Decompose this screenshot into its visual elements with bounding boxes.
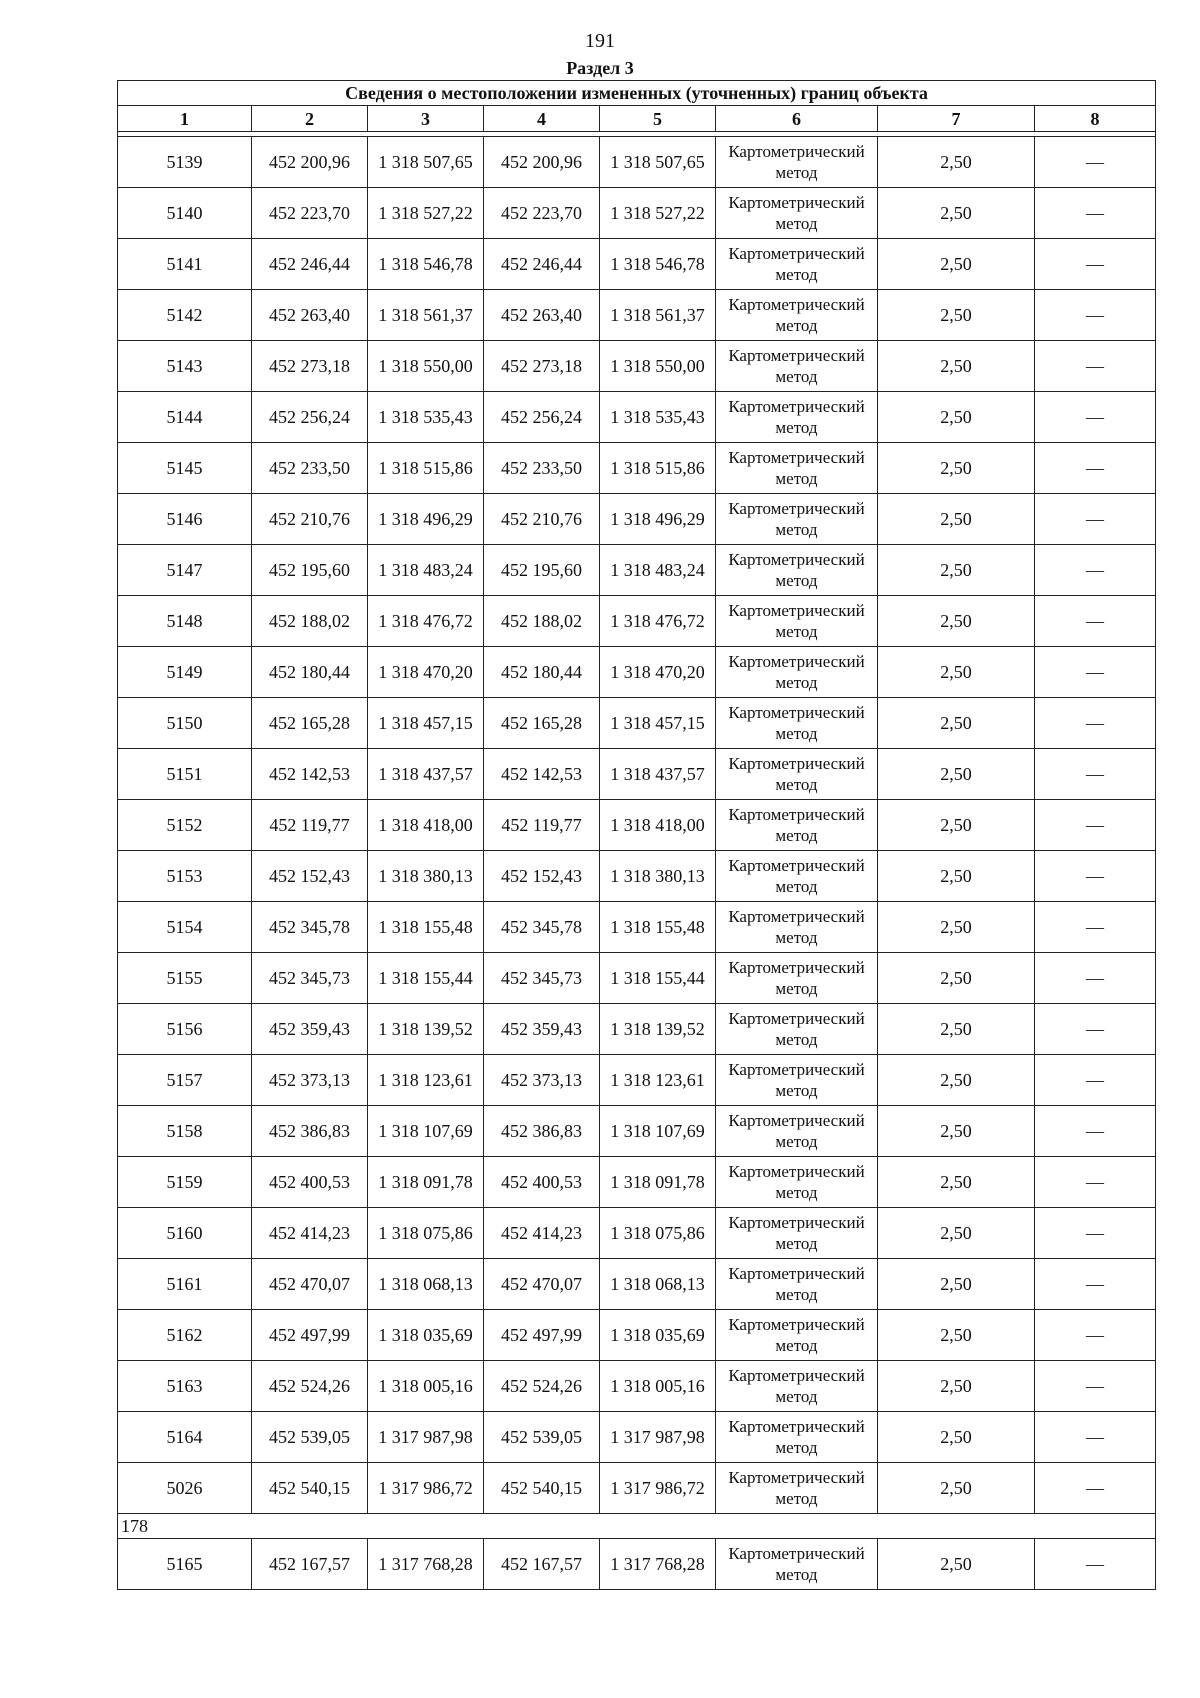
table-cell-col-7: 2,50 bbox=[878, 341, 1035, 392]
column-header: 2 bbox=[252, 106, 368, 132]
table-row bbox=[118, 1055, 1156, 1106]
table-row bbox=[118, 545, 1156, 596]
table-cell-col-3: 1 318 075,86 bbox=[368, 1208, 484, 1259]
table-cell-col-2: 452 152,43 bbox=[252, 851, 368, 902]
table-cell-col-3: 1 317 986,72 bbox=[368, 1463, 484, 1514]
table-cell-col-8: — bbox=[1035, 953, 1156, 1004]
table-row bbox=[118, 443, 1156, 494]
table-cell-col-2: 452 210,76 bbox=[252, 494, 368, 545]
table-cell-col-7: 2,50 bbox=[878, 188, 1035, 239]
table-cell-col-8: — bbox=[1035, 1208, 1156, 1259]
table-cell-col-7: 2,50 bbox=[878, 1310, 1035, 1361]
table-cell-col-5: 1 318 155,48 bbox=[600, 902, 716, 953]
table-cell-col-3: 1 318 546,78 bbox=[368, 239, 484, 290]
table-cell-col-2: 452 167,57 bbox=[252, 1539, 368, 1590]
table-cell-col-1: 5153 bbox=[118, 851, 252, 902]
table-cell-col-7: 2,50 bbox=[878, 749, 1035, 800]
table-cell-col-7: 2,50 bbox=[878, 902, 1035, 953]
table-body bbox=[118, 137, 1156, 1590]
table-cell-col-1: 5165 bbox=[118, 1539, 252, 1590]
table-cell-col-6: Картометрический метод bbox=[716, 1055, 878, 1106]
table-cell-col-4: 452 195,60 bbox=[484, 545, 600, 596]
table-cell-col-4: 452 180,44 bbox=[484, 647, 600, 698]
table-cell-col-4: 452 345,73 bbox=[484, 953, 600, 1004]
table-cell-col-6: Картометрический метод bbox=[716, 647, 878, 698]
table-cell-col-3: 1 318 483,24 bbox=[368, 545, 484, 596]
table-cell-col-6: Картометрический метод bbox=[716, 341, 878, 392]
table-cell-col-5: 1 318 107,69 bbox=[600, 1106, 716, 1157]
table-cell-col-1: 5164 bbox=[118, 1412, 252, 1463]
table-cell-col-1: 5160 bbox=[118, 1208, 252, 1259]
table-cell-col-8: — bbox=[1035, 545, 1156, 596]
table-cell-col-3: 1 318 107,69 bbox=[368, 1106, 484, 1157]
table-cell-col-1: 5155 bbox=[118, 953, 252, 1004]
table-cell-col-5: 1 318 035,69 bbox=[600, 1310, 716, 1361]
table-cell-col-3: 1 318 437,57 bbox=[368, 749, 484, 800]
table-cell-col-3: 1 318 155,44 bbox=[368, 953, 484, 1004]
table-cell-col-5: 1 318 496,29 bbox=[600, 494, 716, 545]
table-cell-col-2: 452 263,40 bbox=[252, 290, 368, 341]
table-cell-col-7: 2,50 bbox=[878, 443, 1035, 494]
table-cell-col-4: 452 400,53 bbox=[484, 1157, 600, 1208]
table-cell-col-7: 2,50 bbox=[878, 1539, 1035, 1590]
table-cell-col-3: 1 318 457,15 bbox=[368, 698, 484, 749]
table-cell-col-6: Картометрический метод bbox=[716, 1106, 878, 1157]
table-cell-col-4: 452 414,23 bbox=[484, 1208, 600, 1259]
table-cell-col-6: Картометрический метод bbox=[716, 1361, 878, 1412]
column-header: 3 bbox=[368, 106, 484, 132]
table-cell-col-7: 2,50 bbox=[878, 1361, 1035, 1412]
table-cell-col-4: 452 345,78 bbox=[484, 902, 600, 953]
table-cell-col-6: Картометрический метод bbox=[716, 1208, 878, 1259]
table-cell-col-8: — bbox=[1035, 290, 1156, 341]
table-caption: Сведения о местоположении измененных (уточненных) границ объекта bbox=[118, 81, 1156, 106]
table-cell-col-8: — bbox=[1035, 341, 1156, 392]
table-cell-col-3: 1 318 561,37 bbox=[368, 290, 484, 341]
column-header: 6 bbox=[716, 106, 878, 132]
table-cell-col-7: 2,50 bbox=[878, 800, 1035, 851]
table-cell-col-3: 1 318 535,43 bbox=[368, 392, 484, 443]
column-header: 1 bbox=[118, 106, 252, 132]
table-cell-col-7: 2,50 bbox=[878, 1106, 1035, 1157]
table-cell-col-5: 1 318 380,13 bbox=[600, 851, 716, 902]
table-cell-col-8: — bbox=[1035, 1539, 1156, 1590]
table-cell-col-6: Картометрический метод bbox=[716, 953, 878, 1004]
table-cell-col-4: 452 359,43 bbox=[484, 1004, 600, 1055]
table-row bbox=[118, 494, 1156, 545]
table-cell-col-8: — bbox=[1035, 1157, 1156, 1208]
table-cell-col-6: Картометрический метод bbox=[716, 545, 878, 596]
table-cell-col-3: 1 317 768,28 bbox=[368, 1539, 484, 1590]
table-cell-col-5: 1 318 418,00 bbox=[600, 800, 716, 851]
table-cell-col-4: 452 233,50 bbox=[484, 443, 600, 494]
table-row bbox=[118, 698, 1156, 749]
table-cell-col-3: 1 318 527,22 bbox=[368, 188, 484, 239]
table-cell-col-6: Картометрический метод bbox=[716, 851, 878, 902]
table-cell-col-5: 1 318 091,78 bbox=[600, 1157, 716, 1208]
table-cell-col-8: — bbox=[1035, 902, 1156, 953]
table-row bbox=[118, 647, 1156, 698]
table-cell-col-2: 452 180,44 bbox=[252, 647, 368, 698]
table-cell-col-2: 452 373,13 bbox=[252, 1055, 368, 1106]
table-cell-col-2: 452 246,44 bbox=[252, 239, 368, 290]
table-row bbox=[118, 800, 1156, 851]
table-cell-col-5: 1 318 546,78 bbox=[600, 239, 716, 290]
table-cell-col-7: 2,50 bbox=[878, 851, 1035, 902]
table-row bbox=[118, 1157, 1156, 1208]
table-cell-col-7: 2,50 bbox=[878, 953, 1035, 1004]
table-cell-col-6: Картометрический метод bbox=[716, 800, 878, 851]
table-row bbox=[118, 1412, 1156, 1463]
table-cell-col-4: 452 223,70 bbox=[484, 188, 600, 239]
table-cell-col-4: 452 263,40 bbox=[484, 290, 600, 341]
table-row bbox=[118, 1259, 1156, 1310]
table-cell-col-1: 5148 bbox=[118, 596, 252, 647]
table-row bbox=[118, 1004, 1156, 1055]
table-cell-col-2: 452 165,28 bbox=[252, 698, 368, 749]
table-cell-col-1: 5162 bbox=[118, 1310, 252, 1361]
table-row bbox=[118, 851, 1156, 902]
table-caption-row bbox=[118, 81, 1156, 106]
table-cell-col-1: 5152 bbox=[118, 800, 252, 851]
table-cell-col-8: — bbox=[1035, 1004, 1156, 1055]
table-cell-col-6: Картометрический метод bbox=[716, 443, 878, 494]
table-cell-col-4: 452 386,83 bbox=[484, 1106, 600, 1157]
table-cell-col-5: 1 318 483,24 bbox=[600, 545, 716, 596]
table-cell-col-1: 5139 bbox=[118, 137, 252, 188]
table-cell-col-8: — bbox=[1035, 1361, 1156, 1412]
table-cell-col-8: — bbox=[1035, 239, 1156, 290]
table-cell-col-7: 2,50 bbox=[878, 647, 1035, 698]
table-row bbox=[118, 596, 1156, 647]
column-header: 8 bbox=[1035, 106, 1156, 132]
table-cell-col-2: 452 400,53 bbox=[252, 1157, 368, 1208]
table-cell-col-5: 1 318 561,37 bbox=[600, 290, 716, 341]
table-cell-col-5: 1 318 527,22 bbox=[600, 188, 716, 239]
table-cell-col-1: 5143 bbox=[118, 341, 252, 392]
table-cell-col-2: 452 119,77 bbox=[252, 800, 368, 851]
table-cell-col-7: 2,50 bbox=[878, 392, 1035, 443]
table-cell-col-2: 452 414,23 bbox=[252, 1208, 368, 1259]
table-cell-col-7: 2,50 bbox=[878, 1157, 1035, 1208]
table-row bbox=[118, 902, 1156, 953]
table-cell-col-2: 452 497,99 bbox=[252, 1310, 368, 1361]
table-cell-col-3: 1 318 380,13 bbox=[368, 851, 484, 902]
table-cell-col-8: — bbox=[1035, 1412, 1156, 1463]
table-cell-col-4: 452 540,15 bbox=[484, 1463, 600, 1514]
table-cell-col-7: 2,50 bbox=[878, 1055, 1035, 1106]
table-cell-col-4: 452 142,53 bbox=[484, 749, 600, 800]
table-cell-col-6: Картометрический метод bbox=[716, 188, 878, 239]
table-row bbox=[118, 1361, 1156, 1412]
table-cell-col-3: 1 318 476,72 bbox=[368, 596, 484, 647]
table-row bbox=[118, 341, 1156, 392]
table-cell-col-6: Картометрический метод bbox=[716, 1310, 878, 1361]
table-cell-col-3: 1 318 005,16 bbox=[368, 1361, 484, 1412]
table-cell-col-2: 452 273,18 bbox=[252, 341, 368, 392]
table-cell-col-7: 2,50 bbox=[878, 596, 1035, 647]
table-cell-col-1: 5163 bbox=[118, 1361, 252, 1412]
table-cell-col-2: 452 200,96 bbox=[252, 137, 368, 188]
table-cell-col-6: Картометрический метод bbox=[716, 749, 878, 800]
table-cell-col-6: Картометрический метод bbox=[716, 698, 878, 749]
table-cell-col-3: 1 318 091,78 bbox=[368, 1157, 484, 1208]
table-cell-col-5: 1 318 507,65 bbox=[600, 137, 716, 188]
table-cell-col-1: 5154 bbox=[118, 902, 252, 953]
table-cell-col-5: 1 318 139,52 bbox=[600, 1004, 716, 1055]
table-cell-col-2: 452 223,70 bbox=[252, 188, 368, 239]
table-cell-col-6: Картометрический метод bbox=[716, 1157, 878, 1208]
table-cell-col-2: 452 142,53 bbox=[252, 749, 368, 800]
table-cell-col-4: 452 373,13 bbox=[484, 1055, 600, 1106]
column-header: 7 bbox=[878, 106, 1035, 132]
table-cell-col-8: — bbox=[1035, 800, 1156, 851]
table-cell-col-7: 2,50 bbox=[878, 1208, 1035, 1259]
table-cell-col-1: 5158 bbox=[118, 1106, 252, 1157]
table-cell-col-6: Картометрический метод bbox=[716, 902, 878, 953]
table-cell-col-8: — bbox=[1035, 1055, 1156, 1106]
coordinates-table bbox=[117, 80, 1156, 1590]
table-cell-col-5: 1 318 005,16 bbox=[600, 1361, 716, 1412]
table-cell-col-7: 2,50 bbox=[878, 1004, 1035, 1055]
table-cell-col-5: 1 318 075,86 bbox=[600, 1208, 716, 1259]
table-cell-col-8: — bbox=[1035, 749, 1156, 800]
table-cell-col-1: 5140 bbox=[118, 188, 252, 239]
table-cell-col-4: 452 524,26 bbox=[484, 1361, 600, 1412]
table-cell-col-6: Картометрический метод bbox=[716, 1463, 878, 1514]
table-cell-col-3: 1 318 035,69 bbox=[368, 1310, 484, 1361]
table-cell-col-2: 452 539,05 bbox=[252, 1412, 368, 1463]
table-cell-col-5: 1 318 437,57 bbox=[600, 749, 716, 800]
table-cell-col-2: 452 188,02 bbox=[252, 596, 368, 647]
table-cell-col-8: — bbox=[1035, 851, 1156, 902]
table-cell-col-4: 452 210,76 bbox=[484, 494, 600, 545]
table-cell-col-4: 452 497,99 bbox=[484, 1310, 600, 1361]
table-cell-col-5: 1 318 155,44 bbox=[600, 953, 716, 1004]
table-cell-col-1: 5141 bbox=[118, 239, 252, 290]
table-cell-col-8: — bbox=[1035, 188, 1156, 239]
table-cell-col-4: 452 273,18 bbox=[484, 341, 600, 392]
table-row bbox=[118, 1463, 1156, 1514]
table-row bbox=[118, 1310, 1156, 1361]
table-cell-col-1: 5026 bbox=[118, 1463, 252, 1514]
table-cell-col-7: 2,50 bbox=[878, 1412, 1035, 1463]
table-row bbox=[118, 188, 1156, 239]
table-row bbox=[118, 1106, 1156, 1157]
table-cell-col-2: 452 195,60 bbox=[252, 545, 368, 596]
table-cell-col-1: 5149 bbox=[118, 647, 252, 698]
page-number: 191 bbox=[585, 30, 615, 52]
table-cell-col-2: 452 345,73 bbox=[252, 953, 368, 1004]
table-cell-col-4: 452 200,96 bbox=[484, 137, 600, 188]
table-cell-col-6: Картометрический метод bbox=[716, 1004, 878, 1055]
table-cell-col-5: 1 317 987,98 bbox=[600, 1412, 716, 1463]
table-cell-col-1: 5145 bbox=[118, 443, 252, 494]
table-cell-col-5: 1 318 457,15 bbox=[600, 698, 716, 749]
table-cell-col-5: 1 318 470,20 bbox=[600, 647, 716, 698]
table-row bbox=[118, 239, 1156, 290]
table-cell-col-8: — bbox=[1035, 443, 1156, 494]
table-cell-col-2: 452 386,83 bbox=[252, 1106, 368, 1157]
table-cell-col-3: 1 318 496,29 bbox=[368, 494, 484, 545]
table-cell-col-2: 452 359,43 bbox=[252, 1004, 368, 1055]
table-cell-col-7: 2,50 bbox=[878, 239, 1035, 290]
table-cell-col-7: 2,50 bbox=[878, 137, 1035, 188]
table-cell-col-8: — bbox=[1035, 137, 1156, 188]
table-cell-col-7: 2,50 bbox=[878, 698, 1035, 749]
table-cell-col-3: 1 317 987,98 bbox=[368, 1412, 484, 1463]
table-cell-col-6: Картометрический метод bbox=[716, 392, 878, 443]
column-header-row bbox=[118, 106, 1156, 132]
table-cell-col-4: 452 119,77 bbox=[484, 800, 600, 851]
table-cell-col-4: 452 246,44 bbox=[484, 239, 600, 290]
table-cell-col-8: — bbox=[1035, 1106, 1156, 1157]
table-cell-col-8: — bbox=[1035, 1310, 1156, 1361]
table-cell-col-5: 1 318 515,86 bbox=[600, 443, 716, 494]
table-cell-col-6: Картометрический метод bbox=[716, 494, 878, 545]
column-header: 5 bbox=[600, 106, 716, 132]
table-cell-col-3: 1 318 139,52 bbox=[368, 1004, 484, 1055]
table-cell-col-8: — bbox=[1035, 1463, 1156, 1514]
table-cell-col-1: 5144 bbox=[118, 392, 252, 443]
table-cell-col-3: 1 318 155,48 bbox=[368, 902, 484, 953]
table-cell-col-7: 2,50 bbox=[878, 1259, 1035, 1310]
table-cell-col-5: 1 318 476,72 bbox=[600, 596, 716, 647]
table-cell-col-4: 452 152,43 bbox=[484, 851, 600, 902]
table-cell-col-5: 1 317 986,72 bbox=[600, 1463, 716, 1514]
table-cell-col-1: 5161 bbox=[118, 1259, 252, 1310]
table-row bbox=[118, 137, 1156, 188]
table-cell-col-8: — bbox=[1035, 647, 1156, 698]
table-row bbox=[118, 953, 1156, 1004]
table-row bbox=[118, 290, 1156, 341]
table-cell-col-5: 1 318 550,00 bbox=[600, 341, 716, 392]
table-cell-col-5: 1 318 123,61 bbox=[600, 1055, 716, 1106]
table-cell-col-1: 5142 bbox=[118, 290, 252, 341]
table-cell-col-6: Картометрический метод bbox=[716, 1539, 878, 1590]
table-cell-col-8: — bbox=[1035, 494, 1156, 545]
table-cell-col-6: Картометрический метод bbox=[716, 137, 878, 188]
table-cell-col-4: 452 539,05 bbox=[484, 1412, 600, 1463]
table-cell-col-4: 452 188,02 bbox=[484, 596, 600, 647]
table-cell-col-3: 1 318 123,61 bbox=[368, 1055, 484, 1106]
table-cell-col-8: — bbox=[1035, 1259, 1156, 1310]
table-cell-col-2: 452 540,15 bbox=[252, 1463, 368, 1514]
table-cell-col-6: Картометрический метод bbox=[716, 239, 878, 290]
table-row bbox=[118, 1539, 1156, 1590]
table-cell-col-5: 1 317 768,28 bbox=[600, 1539, 716, 1590]
table-cell-col-8: — bbox=[1035, 392, 1156, 443]
table-cell-col-4: 452 470,07 bbox=[484, 1259, 600, 1310]
section-title: Раздел 3 bbox=[566, 58, 634, 78]
table-cell-col-4: 452 167,57 bbox=[484, 1539, 600, 1590]
table-cell-col-6: Картометрический метод bbox=[716, 1412, 878, 1463]
table-cell-col-8: — bbox=[1035, 596, 1156, 647]
table-row bbox=[118, 1208, 1156, 1259]
table-cell-col-3: 1 318 068,13 bbox=[368, 1259, 484, 1310]
table-cell-col-6: Картометрический метод bbox=[716, 290, 878, 341]
column-header: 4 bbox=[484, 106, 600, 132]
table-cell-col-3: 1 318 470,20 bbox=[368, 647, 484, 698]
table-cell-col-3: 1 318 418,00 bbox=[368, 800, 484, 851]
table-cell-col-3: 1 318 515,86 bbox=[368, 443, 484, 494]
table-row bbox=[118, 392, 1156, 443]
table-cell-col-1: 5150 bbox=[118, 698, 252, 749]
table-cell-col-4: 452 165,28 bbox=[484, 698, 600, 749]
table-cell-col-3: 1 318 507,65 bbox=[368, 137, 484, 188]
table-cell-col-1: 5157 bbox=[118, 1055, 252, 1106]
table-cell-col-7: 2,50 bbox=[878, 1463, 1035, 1514]
table-cell-col-5: 1 318 068,13 bbox=[600, 1259, 716, 1310]
table-cell-col-7: 2,50 bbox=[878, 494, 1035, 545]
table-cell-col-1: 5147 bbox=[118, 545, 252, 596]
table-cell-col-1: 5159 bbox=[118, 1157, 252, 1208]
table-cell-col-4: 452 256,24 bbox=[484, 392, 600, 443]
table-cell-col-7: 2,50 bbox=[878, 290, 1035, 341]
table-cell-col-2: 452 233,50 bbox=[252, 443, 368, 494]
table-cell-col-2: 452 524,26 bbox=[252, 1361, 368, 1412]
contour-label: 178 bbox=[118, 1514, 1156, 1539]
table-cell-col-3: 1 318 550,00 bbox=[368, 341, 484, 392]
table-cell-col-5: 1 318 535,43 bbox=[600, 392, 716, 443]
table-cell-col-6: Картометрический метод bbox=[716, 596, 878, 647]
table-cell-col-1: 5146 bbox=[118, 494, 252, 545]
table-cell-col-7: 2,50 bbox=[878, 545, 1035, 596]
table-cell-col-1: 5156 bbox=[118, 1004, 252, 1055]
table-cell-col-8: — bbox=[1035, 698, 1156, 749]
table-cell-col-2: 452 345,78 bbox=[252, 902, 368, 953]
contour-label-row bbox=[118, 1514, 1156, 1539]
table-cell-col-6: Картометрический метод bbox=[716, 1259, 878, 1310]
table-cell-col-2: 452 470,07 bbox=[252, 1259, 368, 1310]
table-cell-col-2: 452 256,24 bbox=[252, 392, 368, 443]
table-cell-col-1: 5151 bbox=[118, 749, 252, 800]
table-row bbox=[118, 749, 1156, 800]
